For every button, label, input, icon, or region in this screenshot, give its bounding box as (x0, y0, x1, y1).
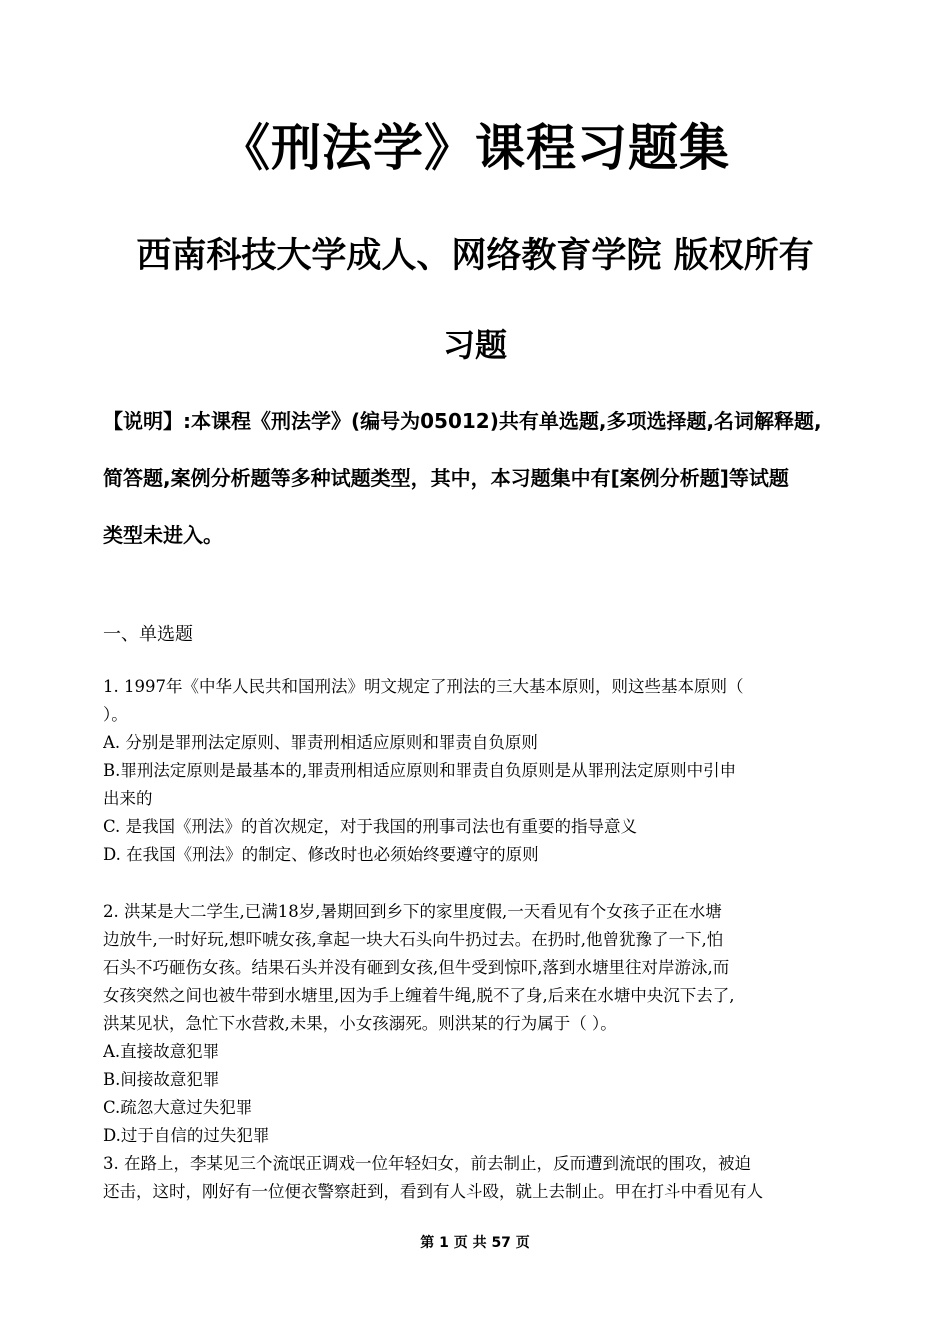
document-title: 《刑法学》课程习题集 (220, 119, 730, 177)
document-subtitle: 西南科技大学成人、网络教育学院 版权所有 (136, 236, 814, 276)
option-c: C.疏忽大意过失犯罪 (103, 1098, 253, 1117)
question-stem: 洪某见状，急忙下水营救,未果，小女孩溺死。则洪某的行为属于（ ）。 (103, 1014, 617, 1033)
question-stem: 2. 洪某是大二学生,已满18岁,暑期回到乡下的家里度假,一天看见有个女孩子正在水塘 (103, 902, 722, 921)
option-b: 出来的 (103, 789, 153, 808)
option-b: B.罪刑法定原则是最基本的,罪责刑相适应原则和罪责自负原则是从罪刑法定原则中引申 (103, 761, 737, 780)
option-b: B.间接故意犯罪 (103, 1070, 220, 1089)
option-a: A.直接故意犯罪 (103, 1042, 220, 1061)
section-heading: 习题 (442, 326, 507, 364)
option-a: A. 分别是罪刑法定原则、罪责刑相适应原则和罪责自负原则 (103, 733, 538, 752)
section-title: 一、单选题 (103, 624, 193, 645)
note-line-2: 简答题,案例分析题等多种试题类型，其中，本习题集中有[案例分析题]等试题 (103, 466, 789, 490)
question-stem: 1. 1997年《中华人民共和国刑法》明文规定了刑法的三大基本原则，则这些基本原则（ (103, 677, 744, 696)
note-line-3: 类型未进入。 (103, 523, 223, 547)
question-3-stem: 还击，这时，刚好有一位便衣警察赶到，看到有人斗殴，就上去制止。甲在打斗中看见有人 (103, 1182, 763, 1201)
question-2 (103, 898, 853, 1206)
question-stem: ）。 (103, 705, 128, 724)
question-stem: 边放牛,一时好玩,想吓唬女孩,拿起一块大石头向牛扔过去。在扔时,他曾犹豫了一下,怕 (103, 930, 724, 949)
note-line-1: 【说明】:本课程《刑法学》(编号为05012)共有单选题,多项选择题,名词解释题, (103, 409, 822, 433)
question-3-stem: 3. 在路上，李某见三个流氓正调戏一位年轻妇女，前去制止，反而遭到流氓的围攻，被迫 (103, 1154, 751, 1173)
option-d: D. 在我国《刑法》的制定、修改时也必须始终要遵守的原则 (103, 845, 539, 864)
question-stem: 女孩突然之间也被牛带到水塘里,因为手上缠着牛绳,脱不了身,后来在水塘中央沉下去了, (103, 986, 735, 1005)
page-footer: 第 1 页 共 57 页 (420, 1235, 530, 1251)
question-stem: 石头不巧砸伤女孩。结果石头并没有砸到女孩,但牛受到惊吓,落到水塘里往对岸游泳,而 (103, 958, 730, 977)
question-1 (103, 673, 853, 869)
option-c: C. 是我国《刑法》的首次规定，对于我国的刑事司法也有重要的指导意义 (103, 817, 638, 836)
option-d: D.过于自信的过失犯罪 (103, 1126, 270, 1145)
